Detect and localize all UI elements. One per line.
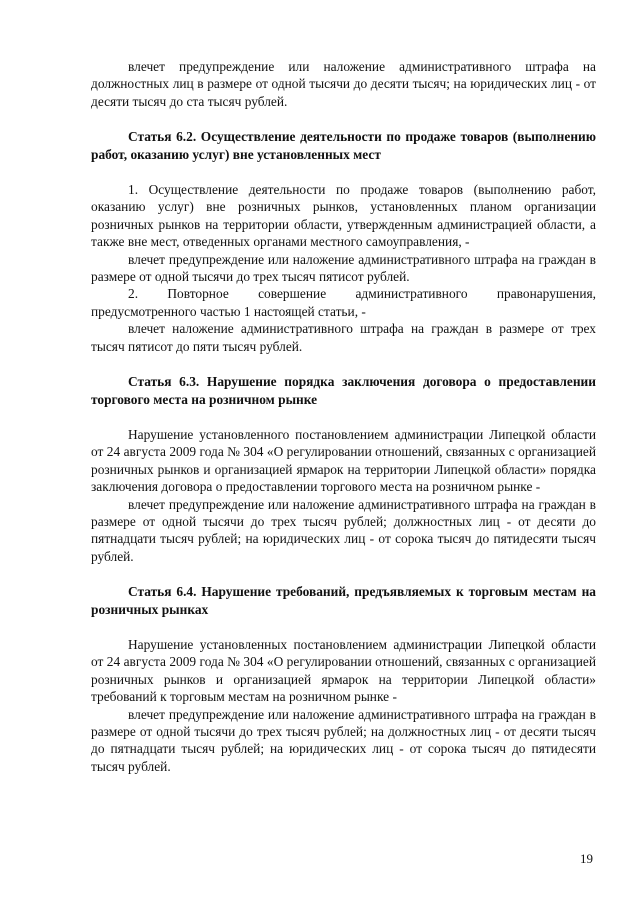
article-6-3-body: Нарушение установленного постановлением администрации Липецкой области от 24 августа 2009 года № 304 «О регулировании отношений, связанных с организацией розничных рынков и организацией ярмарок на территории Липецкой области» порядка заключения договора о предоставлении торгового места на розничном рынке - xyxy=(91,426,596,495)
article-6-2-heading: Статья 6.2. Осуществление деятельности по продаже товаров (выполнению работ, оказанию услуг) вне установленных мест xyxy=(91,129,596,162)
article-6-2-part-1: 1. Осуществление деятельности по продаже товаров (выполнению работ, оказанию услуг) вне розничных рынков, установленных планом организации розничных рынков на территории области, утвержденным администрацией области, а также вне мест, отведенных органами местного самоуправления, - xyxy=(91,182,596,250)
article-6-2-part-2-penalty: влечет наложение административного штрафа на граждан в размере от трех тысяч пятисот до пяти тысяч рублей. xyxy=(91,321,596,354)
article-6-3-heading: Статья 6.3. Нарушение порядка заключения договора о предоставлении торгового места на розничном рынке xyxy=(91,374,596,407)
article-6-2-part-1-penalty: влечет предупреждение или наложение административного штрафа на граждан в размере от одной тысячи до трех тысяч пятисот рублей. xyxy=(91,251,596,285)
document-body xyxy=(91,58,596,775)
article-6-4-heading: Статья 6.4. Нарушение требований, предъявляемых к торговым местам на розничных рынках xyxy=(91,584,596,617)
article-6-4-body: Нарушение установленных постановлением администрации Липецкой области от 24 августа 2009 года № 304 «О регулировании отношений, связанных с организацией розничных рынков и организацией ярмарок на территории Липецкой области» требований к торговым местам на розничном рынке - xyxy=(91,636,596,705)
article-6-2-part-2: 2. Повторное совершение административного правонарушения, предусмотренного частью 1 настоящей статьи, - xyxy=(91,286,596,319)
paragraph-penalty-6-1: влечет предупреждение или наложение административного штрафа на должностных лиц в размере от одной тысячи до десяти тысяч; на юридических лиц - от десяти тысяч до ста тысяч рублей. xyxy=(91,59,596,109)
article-6-3-penalty: влечет предупреждение или наложение административного штрафа на граждан в размере от одной тысячи до трех тысяч рублей; должностных лиц - от десяти до пятнадцати тысяч рублей; на юридических лиц - от сорока тысяч до пятидесяти тысяч рублей. xyxy=(91,496,596,564)
article-6-4-penalty: влечет предупреждение или наложение административного штрафа на граждан в размере от одной тысячи до трех тысяч рублей; на должностных лиц - от десяти тысяч до пятнадцати тысяч рублей; на юридических лиц - от сорока тысяч до пятидесяти тысяч рублей. xyxy=(91,706,596,774)
page-number: 19 xyxy=(580,851,593,866)
